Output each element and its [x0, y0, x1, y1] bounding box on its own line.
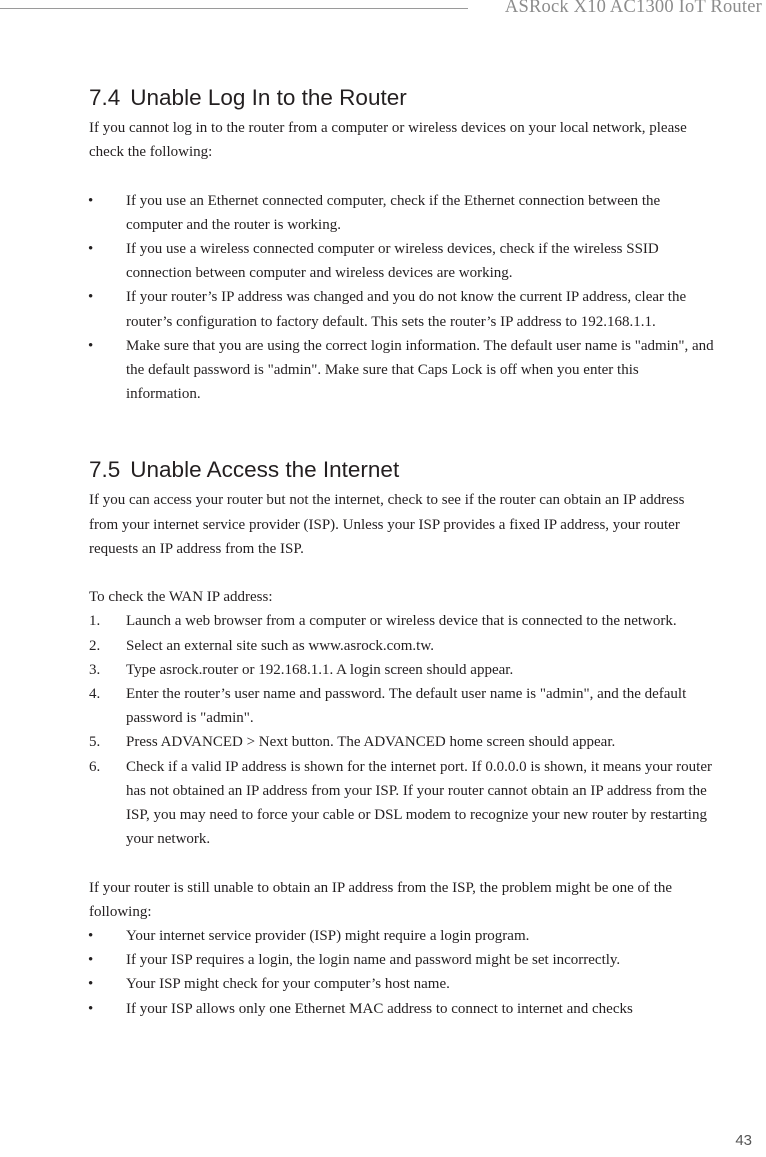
list-item: • Make sure that you are using the correct login information. The default user name is "admin", and the default password is "admin". Make sure that Caps Lock is off when you enter this information. — [89, 334, 714, 407]
list-item: 5. Press ADVANCED > Next button. The ADVANCED home screen should appear. — [89, 730, 714, 754]
page-content — [89, 83, 714, 1021]
step-number: 2. — [89, 637, 101, 654]
list-item: 3. Type asrock.router or 192.168.1.1. A login screen should appear. — [89, 658, 714, 682]
intro-paragraph: If you cannot log in to the router from a computer or wireless devices on your local network, please check the following: — [89, 120, 687, 161]
section-number: 7.5 — [89, 457, 121, 483]
intro-paragraph: If you can access your router but not the internet, check to see if the router can obtain an IP address from your internet service provider (ISP). Unless your ISP provides a fixed IP address, your router requests an IP address from the ISP. — [89, 492, 685, 557]
step-number: 6. — [89, 758, 101, 775]
step-number: 3. — [89, 661, 101, 678]
list-item: • If your ISP allows only one Ethernet MAC address to connect to internet and checks — [89, 997, 714, 1021]
bullet-icon: • — [88, 192, 94, 209]
bullet-icon: • — [88, 1000, 94, 1017]
list-item: • Your ISP might check for your computer’s host name. — [89, 972, 714, 996]
list-item: 4. Enter the router’s user name and password. The default user name is "admin", and the default password is "admin". — [89, 682, 714, 730]
running-header: ASRock X10 AC1300 IoT Router — [504, 0, 762, 17]
section-heading-7-5 — [89, 455, 714, 488]
section-number: 7.4 — [89, 85, 121, 110]
wan-ip-steps — [89, 609, 714, 851]
bullet-icon: • — [88, 337, 94, 354]
bullet-icon: • — [88, 241, 94, 257]
header-rule — [0, 8, 468, 9]
section-heading-7-4 — [89, 83, 714, 116]
list-item: • If you use a wireless connected computer or wireless devices, check if the wireless SSID connection between computer and wireless devices are working. — [89, 237, 714, 285]
steps-intro: To check the WAN IP address: — [89, 589, 273, 606]
bullet-icon: • — [88, 289, 94, 306]
list-item: • If your router’s IP address was changed and you do not know the current IP address, clear the router’s configuration to factory default. This sets the router’s IP address to 192.168.1.1. — [89, 285, 714, 333]
problem-list — [89, 924, 714, 1021]
list-item: • Your internet service provider (ISP) might require a login program. — [89, 924, 714, 948]
step-number: 1. — [89, 613, 101, 630]
problem-intro: If your router is still unable to obtain an IP address from the ISP, the problem might be one of the following: — [89, 879, 673, 920]
list-item: 6. Check if a valid IP address is shown for the internet port. If 0.0.0.0 is shown, it means your router has not obtained an IP address from your ISP. If your router cannot obtain an IP address from the ISP, you may need to force your cable or DSL modem to recognize your new router by restarting your network. — [89, 755, 714, 852]
section-title: Unable Log In to the Router — [130, 85, 407, 110]
login-checklist — [89, 189, 714, 407]
section-title: Unable Access the Internet — [130, 457, 400, 483]
bullet-icon: • — [88, 976, 94, 993]
page-number: 43 — [735, 1132, 752, 1149]
list-item: 1. Launch a web browser from a computer or wireless device that is connected to the network. — [89, 609, 714, 633]
step-number: 4. — [89, 686, 101, 703]
list-item: • If your ISP requires a login, the login name and password might be set incorrectly. — [89, 948, 714, 972]
bullet-icon: • — [88, 952, 94, 969]
step-number: 5. — [89, 734, 101, 751]
bullet-icon: • — [88, 928, 94, 945]
list-item: • If you use an Ethernet connected computer, check if the Ethernet connection between the computer and the router is working. — [89, 189, 714, 237]
list-item: 2. Select an external site such as www.asrock.com.tw. — [89, 634, 714, 658]
